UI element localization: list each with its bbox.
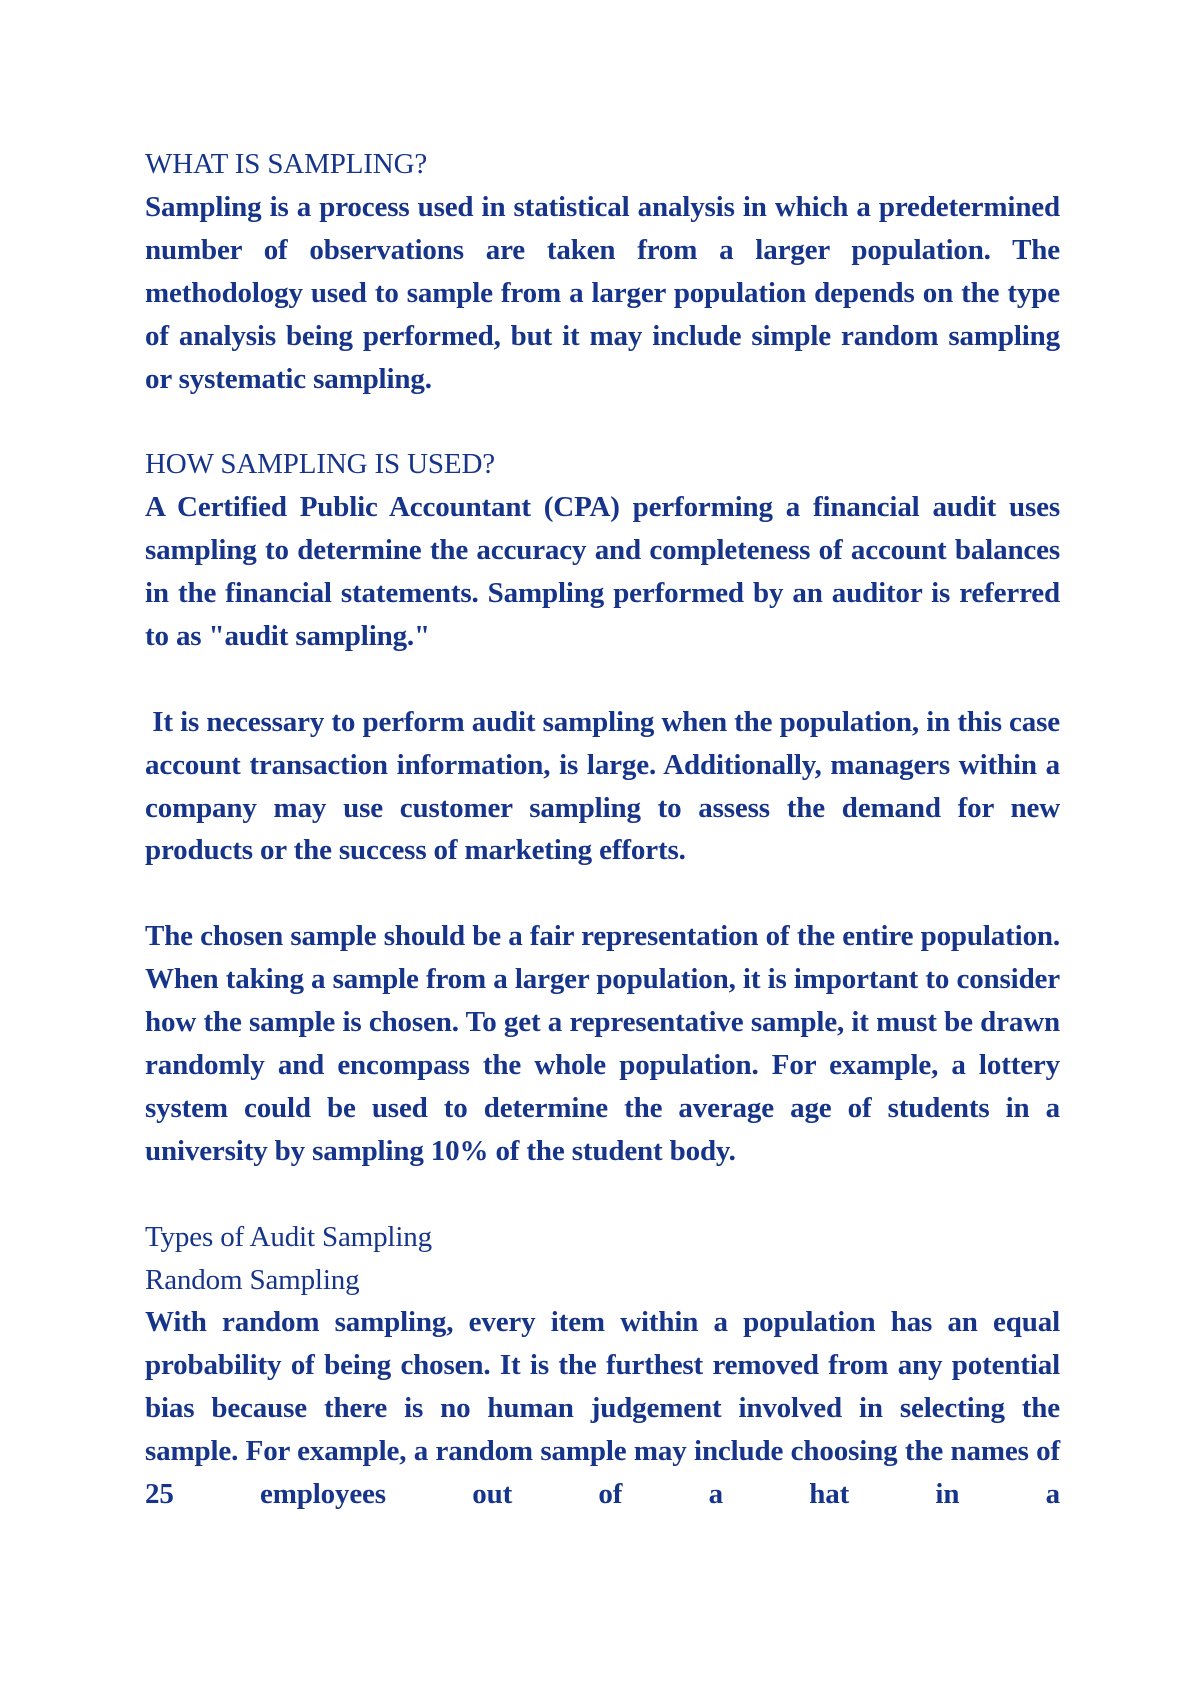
heading-types-of-audit-sampling: Types of Audit Sampling	[145, 1220, 432, 1253]
heading-random-sampling: Random Sampling	[145, 1263, 360, 1296]
heading-how-sampling-is-used: HOW SAMPLING IS USED?	[145, 448, 495, 481]
heading-what-is-sampling: WHAT IS SAMPLING?	[145, 148, 428, 180]
paragraph-fair-representation: The chosen sample should be a fair representation of the entire population. When taking a sample from a larger population, it is important to consider how the sample is chosen. To get a representative sample, it must be drawn randomly and encompass the whole population. For example, a lottery system could be used to determine the average age of students in a university by sampling 10% of the student body.	[145, 920, 1060, 1167]
paragraph-spacer	[145, 872, 1060, 915]
paragraph-necessity: It is necessary to perform audit sampling when the population, in this case account transaction information, is large. Additionally, managers within a company may use customer sampling to assess the demand for new products or the success of marketing efforts.	[145, 705, 1068, 867]
paragraph-spacer	[145, 1173, 1060, 1216]
paragraph-spacer	[145, 400, 1060, 443]
document-page	[145, 143, 1068, 1516]
paragraph-cpa-audit: A Certified Public Accountant (CPA) performing a financial audit uses sampling to determine the accuracy and completeness of account balances in the financial statements. Sampling performed by an auditor is referred to as "audit sampling."	[145, 491, 1060, 652]
paragraph-random-sampling: With random sampling, every item within a population has an equal probability of being chosen. It is the furthest removed from any potential bias because there is no human judgement involved in selecting the sample. For example, a random sample may include choosing the names of 25 employees out of a hat in a	[145, 1306, 1060, 1511]
paragraph-sampling-definition: Sampling is a process used in statistical analysis in which a predetermined number of observations are taken from a larger population. The methodology used to sample from a larger population depends on the type of analysis being performed, but it may include simple random sampling or systematic sampling.	[145, 190, 1060, 395]
paragraph-spacer	[145, 658, 1060, 701]
